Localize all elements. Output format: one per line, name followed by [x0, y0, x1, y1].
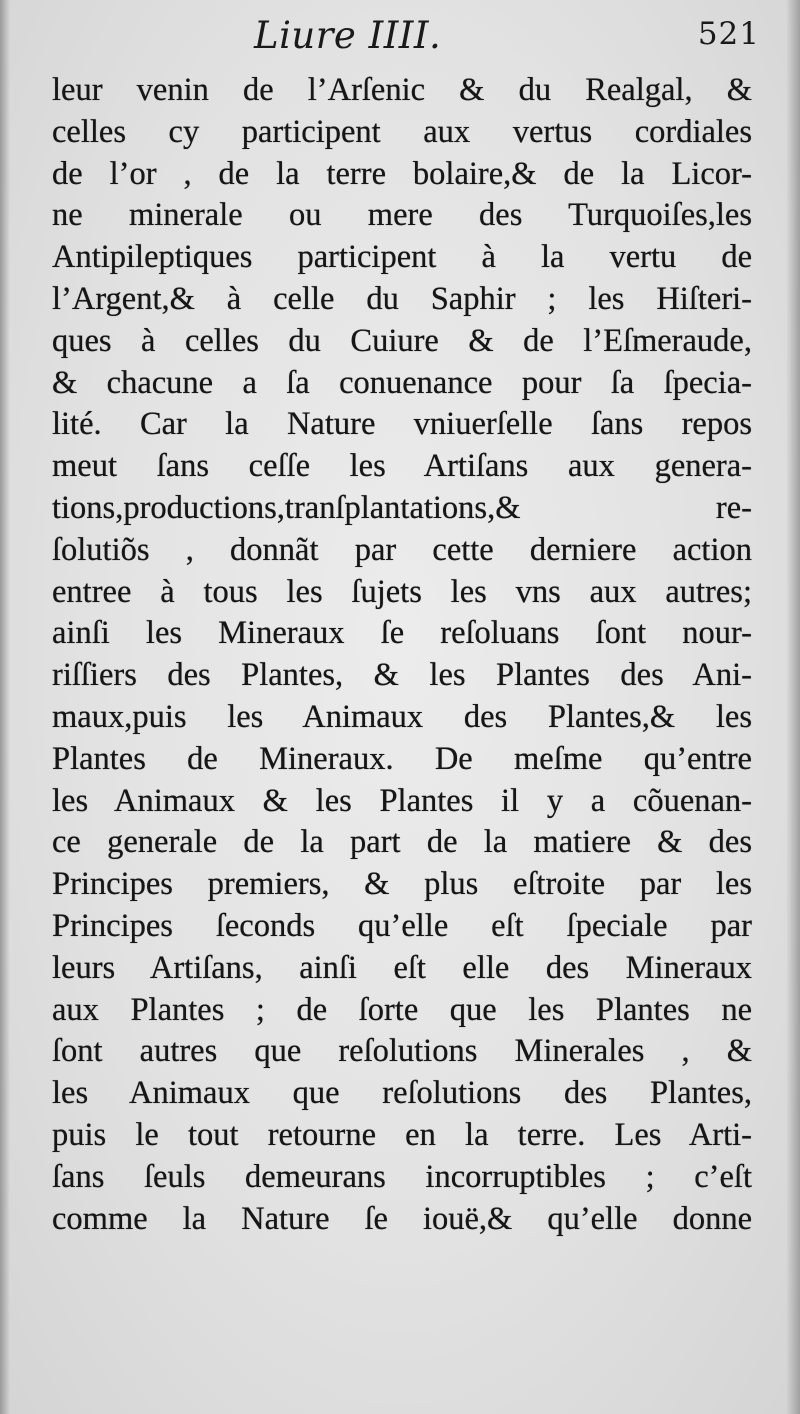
text-line: de l’or , de la terre bolaire,& de la Licor- [52, 155, 752, 192]
running-head [52, 14, 760, 64]
text-line: ce generale de la part de la matiere & des [52, 824, 752, 861]
text-line: les Animaux que reſolutions des Plantes, [52, 1075, 752, 1112]
text-line: & chacune a ſa conuenance pour ſa ſpecia- [52, 364, 752, 401]
text-line: Principes ſeconds qu’elle eſt ſpeciale par [52, 907, 752, 944]
text-line: ſans ſeuls demeurans incorruptibles ; c’eſt [52, 1158, 752, 1195]
text-line: meut ſans ceſſe les Artiſans aux genera- [52, 448, 752, 485]
text-line: ainſi les Mineraux ſe reſoluans ſont nour- [52, 615, 752, 652]
body-text [52, 70, 752, 1240]
text-line: leur venin de l’Arſenic & du Realgal, & [52, 72, 752, 108]
page-number: 521 [697, 16, 760, 52]
text-line: maux,puis les Animaux des Plantes,& les [52, 698, 752, 735]
text-line: riſſiers des Plantes, & les Plantes des Ani- [52, 657, 752, 694]
text-line: entree à tous les ſujets les vns aux autres; [52, 573, 752, 610]
text-line: ſolutiõs , donnãt par cette derniere action [52, 531, 752, 568]
text-line: l’Argent,& à celle du Saphir ; les Hiſteri- [52, 280, 752, 317]
text-line: lité. Car la Nature vniuerſelle ſans repos [52, 406, 752, 443]
text-line: ques à celles du Cuiure & de l’Eſmeraude, [52, 322, 752, 359]
text-line: leurs Artiſans, ainſi eſt elle des Mineraux [52, 949, 752, 986]
text-line: puis le tout retourne en la terre. Les Arti- [52, 1116, 752, 1153]
text-line: les Animaux & les Plantes il y a cõuenan- [52, 782, 752, 819]
text-line: aux Plantes ; de ſorte que les Plantes ne [52, 991, 752, 1028]
text-line: celles cy participent aux vertus cordiales [52, 113, 752, 150]
running-title: Liure IIII. [254, 14, 442, 57]
text-line: Plantes de Mineraux. De meſme qu’entre [52, 740, 752, 777]
text-line: comme la Nature ſe iouë,& qu’elle donne [52, 1200, 752, 1237]
text-line: tions,productions,tranſplantations,& re- [52, 489, 752, 526]
text-line: ſont autres que reſolutions Minerales , & [52, 1033, 752, 1070]
text-line: ne minerale ou mere des Turquoiſes,les [52, 197, 752, 234]
text-line: Principes premiers, & plus eſtroite par les [52, 866, 752, 903]
text-line: Antipileptiques participent à la vertu de [52, 239, 752, 276]
